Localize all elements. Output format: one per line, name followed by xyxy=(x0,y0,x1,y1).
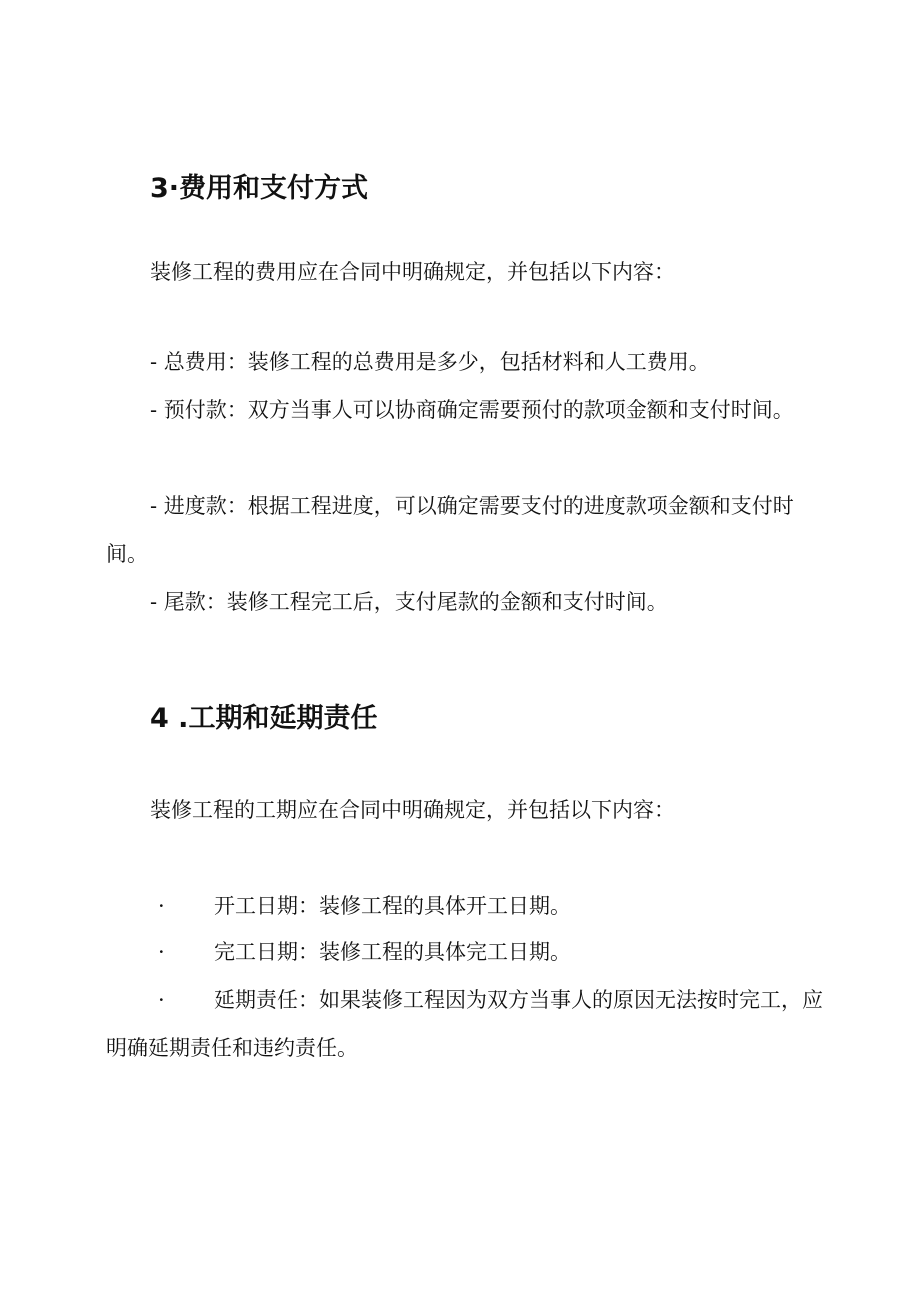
item-text: 开工日期：装修工程的具体开工日期。 xyxy=(214,894,571,918)
section-4-item-completion-date xyxy=(150,928,571,976)
section-4-intro: 装修工程的工期应在合同中明确规定，并包括以下内容： xyxy=(150,798,675,822)
section-4-item-delay-liability xyxy=(106,976,826,1072)
section-3-item-total-cost: - 总费用：装修工程的总费用是多少，包括材料和人工费用。 xyxy=(150,350,710,374)
item-text: 延期责任：如果装修工程因为双方当事人的原因无法按时完工，应明确延期责任和违约责任。 xyxy=(106,988,823,1060)
section-4-heading: 4 .工期和延期责任 xyxy=(150,703,378,734)
bullet-icon: · xyxy=(158,894,165,918)
section-3-intro: 装修工程的费用应在合同中明确规定，并包括以下内容： xyxy=(150,260,675,284)
bullet-icon: · xyxy=(158,940,165,964)
section-3-item-progress-payment: - 进度款：根据工程进度，可以确定需要支付的进度款项金额和支付时间。 xyxy=(106,494,794,566)
section-3-item-final-payment: - 尾款：装修工程完工后，支付尾款的金额和支付时间。 xyxy=(150,590,668,614)
item-text: 完工日期：装修工程的具体完工日期。 xyxy=(214,940,571,964)
section-4-item-start-date xyxy=(150,882,571,930)
section-3-heading: 3·费用和支付方式 xyxy=(150,173,369,204)
section-3-item-prepayment: - 预付款：双方当事人可以协商确定需要预付的款项金额和支付时间。 xyxy=(150,398,794,422)
bullet-icon: · xyxy=(158,988,165,1012)
